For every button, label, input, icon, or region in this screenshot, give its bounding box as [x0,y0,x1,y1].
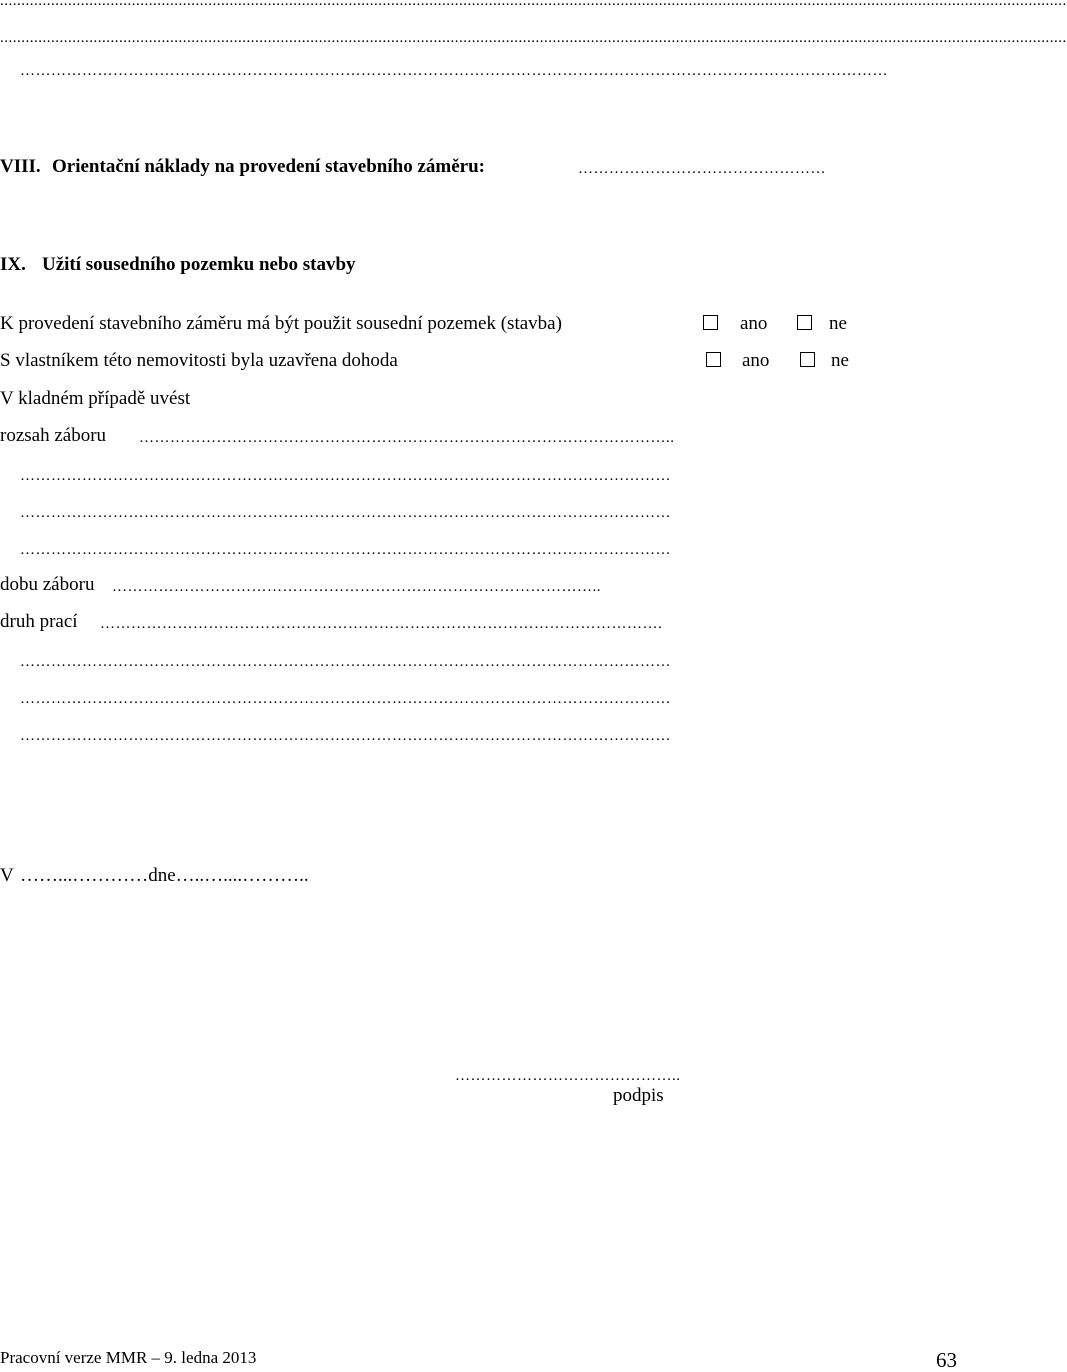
signature-label: podpis [613,1085,664,1106]
scope-fill-line: ………………………………………………………………………………………….. [139,430,675,446]
work-type-label: druh prací [0,611,78,632]
scope-fill-line-2: ……………………………………………………………………………………………………………… [20,468,671,484]
dotted-line-2: ........................................................................................................................................................................................................................................................... [0,30,1067,46]
dotted-line-1: ........................................................................................................................................................................................................................................................... [0,0,1067,9]
question-agreement-label: S vlastníkem této nemovitosti byla uzavřena dohoda [0,350,398,371]
agreement-yes-label: ano [742,350,770,371]
work-type-fill-line-4: ……………………………………………………………………………………………………………… [20,728,671,744]
scope-fill-line-4: ……………………………………………………………………………………………………………… [20,542,671,558]
dotted-line-3: …………………………………………………………………………………………………………………………………………………… [20,63,888,79]
section-viii-fill-line: ………………………………………… [578,161,826,177]
work-type-fill-line-2: ……………………………………………………………………………………………………………… [20,654,671,670]
positive-case-note: V kladném případě uvést [0,388,191,409]
section-ix-title: Užití sousedního pozemku nebo stavby [42,254,356,275]
work-type-fill-line: ………………………………………………………………………………………………. [100,616,663,632]
agreement-no-label: ne [831,350,849,371]
neighbor-land-yes-label: ano [740,313,768,334]
neighbor-land-no-checkbox[interactable] [797,315,812,330]
work-type-fill-line-3: ……………………………………………………………………………………………………………… [20,691,671,707]
signature-line: …………………………………….. [455,1068,681,1084]
place-label: V [0,865,14,886]
neighbor-land-no-label: ne [829,313,847,334]
footer-version: Pracovní verze MMR – 9. ledna 2013 [0,1348,257,1367]
scope-fill-line-3: ……………………………………………………………………………………………………………… [20,505,671,521]
agreement-no-checkbox[interactable] [800,352,815,367]
place-date-fill: ……...…………dne…..…....……….. [20,865,309,886]
agreement-yes-checkbox[interactable] [706,352,721,367]
section-viii-title: Orientační náklady na provedení stavebního záměru: [52,156,485,177]
page-number: 63 [936,1348,957,1372]
duration-fill-line: ………………………………………………………………………………….. [112,579,601,595]
scope-label: rozsah záboru [0,425,107,446]
question-neighbor-land-label: K provedení stavebního záměru má být použit sousední pozemek (stavba) [0,313,562,334]
neighbor-land-yes-checkbox[interactable] [703,315,718,330]
section-viii-number: VIII. [0,156,41,177]
section-ix-number: IX. [0,254,26,275]
duration-label: dobu záboru [0,574,95,595]
